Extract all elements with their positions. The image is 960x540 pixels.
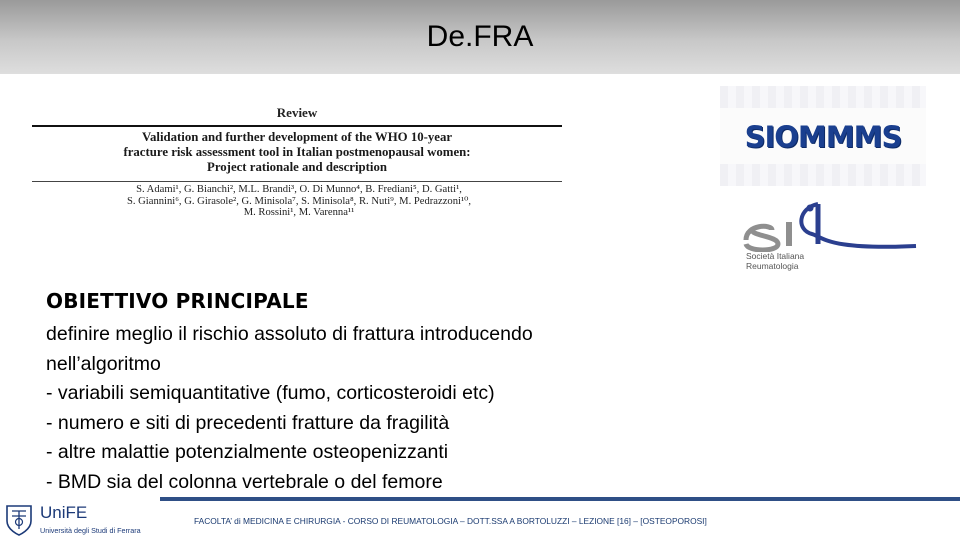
siommms-logo-band-bottom bbox=[720, 164, 926, 186]
sir-logo-subtitle-line: Reumatologia bbox=[746, 260, 799, 271]
review-article-excerpt bbox=[32, 100, 562, 230]
siommms-logo-band-top bbox=[720, 86, 926, 108]
slide-header bbox=[0, 0, 960, 74]
review-divider-bottom bbox=[32, 181, 562, 182]
university-crest-icon bbox=[4, 503, 34, 537]
sir-logo-subtitle bbox=[746, 252, 804, 271]
objective-line: - BMD sia del colonna vertebrale o del femore bbox=[46, 470, 443, 493]
footer-text: FACOLTA’ di MEDICINA E CHIRURGIA - CORSO DI REUMATOLOGIA – DOTT.SSA A BORTOLUZZI – LEZIONE [16] – [OSTEOPOROSI] bbox=[194, 516, 707, 526]
review-authors-line: M. Rossini¹, M. Varenna¹¹ bbox=[243, 207, 355, 218]
review-divider-top bbox=[32, 125, 562, 127]
objective-body bbox=[46, 320, 646, 497]
review-authors-line: S. Giannini⁶, G. Girasole², G. Minisola⁷, S. Minisola⁸, R. Nuti⁹, M. Pedrazzoni¹⁰, bbox=[126, 195, 472, 207]
sir-logo-subtitle-line: Società Italiana bbox=[746, 251, 805, 261]
unife-name: UniFE bbox=[40, 503, 88, 522]
unife-subtitle: Università degli Studi di Ferrara bbox=[40, 526, 141, 535]
review-authors-line: S. Adami¹, G. Bianchi², M.L. Brandi³, O. Di Munno⁴, B. Frediani⁵, D. Gatti¹, bbox=[136, 184, 462, 195]
sir-logo-graphic bbox=[738, 200, 918, 252]
objective-line: nell’algoritmo bbox=[46, 352, 161, 375]
objective-line: - numero e siti di precedenti fratture da fragilità bbox=[46, 411, 450, 434]
review-title-line: Validation and further development of the WHO 10-year bbox=[141, 130, 453, 144]
siommms-logo bbox=[720, 86, 926, 186]
objective-heading: OBIETTIVO PRINCIPALE bbox=[46, 289, 309, 313]
objective-line: - variabili semiquantitative (fumo, corticosteroidi etc) bbox=[46, 382, 495, 404]
siommms-logo-text: SIOMMMS bbox=[744, 120, 902, 154]
footer-divider bbox=[160, 497, 960, 501]
review-title-line: Project rationale and description bbox=[207, 160, 387, 174]
sir-logo bbox=[738, 200, 918, 278]
unife-logo bbox=[2, 501, 158, 539]
review-authors bbox=[36, 184, 562, 219]
objective-line: - altre malattie potenzialmente osteopenizzanti bbox=[46, 441, 449, 463]
objective-line: definire meglio il rischio assoluto di frattura introducendo bbox=[46, 323, 533, 345]
review-label: Review bbox=[276, 105, 318, 120]
review-title bbox=[32, 130, 562, 175]
slide-title: De.FRA bbox=[426, 20, 534, 53]
review-title-line: fracture risk assessment tool in Italian postmenopausal women: bbox=[123, 145, 471, 159]
